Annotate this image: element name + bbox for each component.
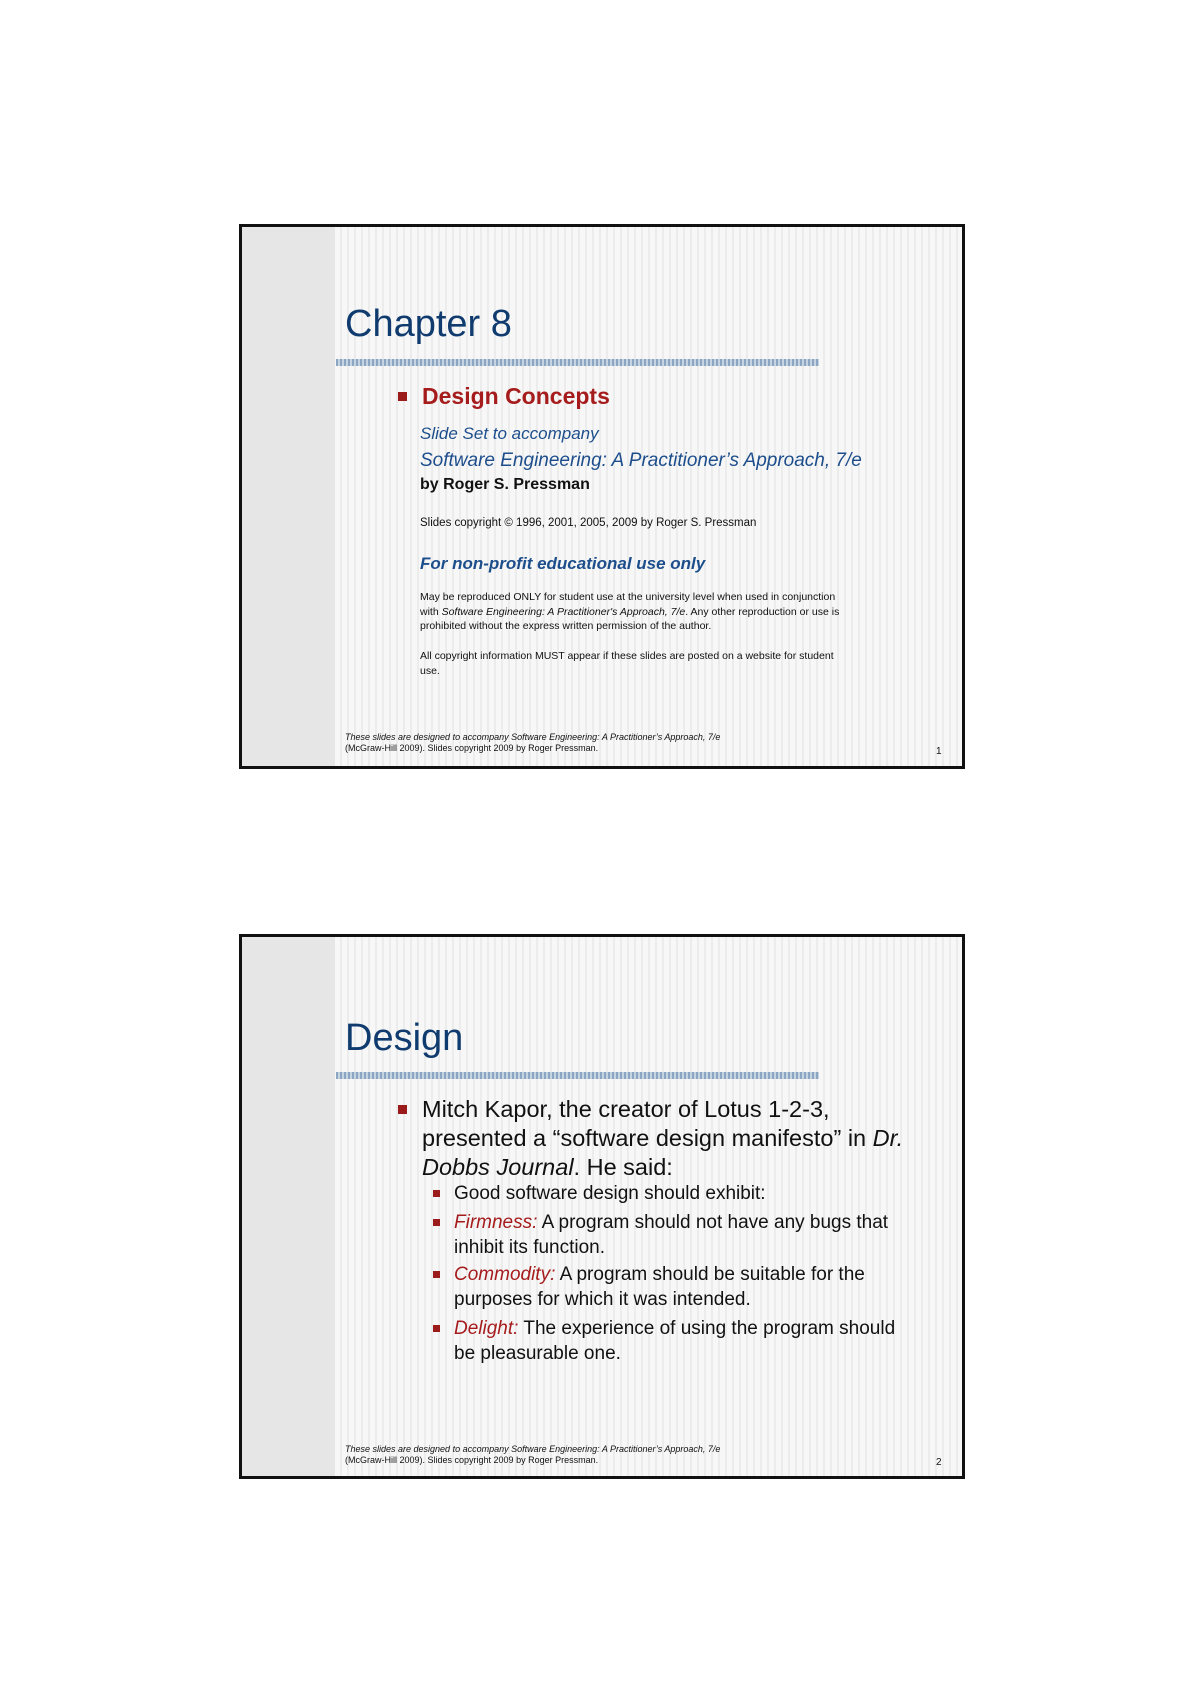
para-line: with — [420, 605, 442, 618]
para-book-italic: Software Engineering: A Practitioner's Approach, 7/e — [441, 605, 686, 618]
sub-bullet-line: A program should be suitable for the — [555, 1264, 865, 1285]
sub-bullet-firmness — [454, 1210, 888, 1260]
bullet-line: Mitch Kapor, the creator of Lotus 1-2-3, — [422, 1096, 830, 1122]
slide-title: Design — [345, 1017, 464, 1059]
footer-copyright: (McGraw-Hill 2009). Slides copyright 2009 by Roger Pressman. — [345, 1455, 599, 1465]
para-line: All copyright information MUST appear if these slides are posted on a website for student — [420, 650, 834, 662]
main-bullet-text — [422, 1095, 903, 1182]
nonprofit-notice: For non-profit educational use only — [420, 554, 706, 573]
slide-footer — [345, 1444, 720, 1466]
title-rule — [336, 1072, 819, 1079]
author-line: by Roger S. Pressman — [420, 476, 590, 493]
footer-book-title: Software Engineering: A Practitioner’s Approach, 7/e — [511, 732, 721, 742]
sub-bullet-line: inhibit its function. — [454, 1237, 606, 1258]
page-number: 2 — [936, 1457, 942, 1468]
sub-bullet-commodity — [454, 1262, 865, 1312]
slide-footer — [345, 732, 720, 754]
bullet-line: presented a “software design manifesto” in — [422, 1125, 873, 1151]
sub-bullet-square-icon — [433, 1219, 440, 1226]
para-line: use. — [420, 664, 440, 677]
bullet-square-icon — [398, 1105, 407, 1114]
footer-text: These slides are designed to accompany — [345, 1444, 512, 1454]
sub-bullet-line: Good software design should exhibit: — [454, 1183, 766, 1204]
slide-left-band — [242, 937, 335, 1476]
reproduction-paragraph — [420, 590, 915, 634]
slide-left-band — [242, 227, 335, 766]
footer-book-title: Software Engineering: A Practitioner’s Approach, 7/e — [511, 1444, 721, 1454]
bullet-square-icon — [398, 392, 407, 401]
sub-bullet-line: The experience of using the program should — [518, 1318, 896, 1339]
sub-bullet-line: purposes for which it was intended. — [454, 1289, 751, 1310]
sub-bullet-line: A program should not have any bugs that — [537, 1212, 889, 1233]
slide-1 — [239, 224, 965, 769]
slide-2 — [239, 934, 965, 1479]
bullet-heading: Design Concepts — [422, 383, 610, 409]
sub-bullet-square-icon — [433, 1190, 440, 1197]
sub-bullet-lead: Firmness: — [454, 1212, 538, 1233]
journal-italic: Dr. — [872, 1125, 904, 1151]
sub-bullet-line: be pleasurable one. — [454, 1343, 621, 1364]
sub-bullet-lead: Delight: — [454, 1318, 519, 1339]
journal-italic: Dobbs Journal — [422, 1154, 574, 1180]
copyright-info-paragraph — [420, 649, 915, 678]
footer-copyright: (McGraw-Hill 2009). Slides copyright 2009 by Roger Pressman. — [345, 743, 599, 753]
para-line: May be reproduced ONLY for student use at the university level when used in conjunction — [420, 591, 836, 603]
copyright-line: Slides copyright © 1996, 2001, 2005, 2009 by Roger S. Pressman — [420, 517, 757, 529]
page-number: 1 — [936, 746, 942, 757]
sub-bullet-delight — [454, 1316, 895, 1366]
sub-bullet-square-icon — [433, 1325, 440, 1332]
book-title: Software Engineering: A Practitioner’s Approach, 7/e — [420, 450, 862, 471]
para-line: . Any other reproduction or use is — [685, 605, 840, 618]
footer-text: These slides are designed to accompany — [345, 732, 512, 742]
para-line: prohibited without the express written permission of the author. — [420, 620, 712, 632]
title-rule — [336, 359, 819, 366]
slide-set-text: Slide Set to accompany — [420, 424, 599, 443]
sub-bullet-square-icon — [433, 1271, 440, 1278]
slide-title: Chapter 8 — [345, 303, 512, 345]
sub-bullet-lead: Commodity: — [454, 1264, 556, 1285]
bullet-line: . He said: — [573, 1154, 673, 1180]
sub-bullet-good-design — [454, 1181, 766, 1206]
